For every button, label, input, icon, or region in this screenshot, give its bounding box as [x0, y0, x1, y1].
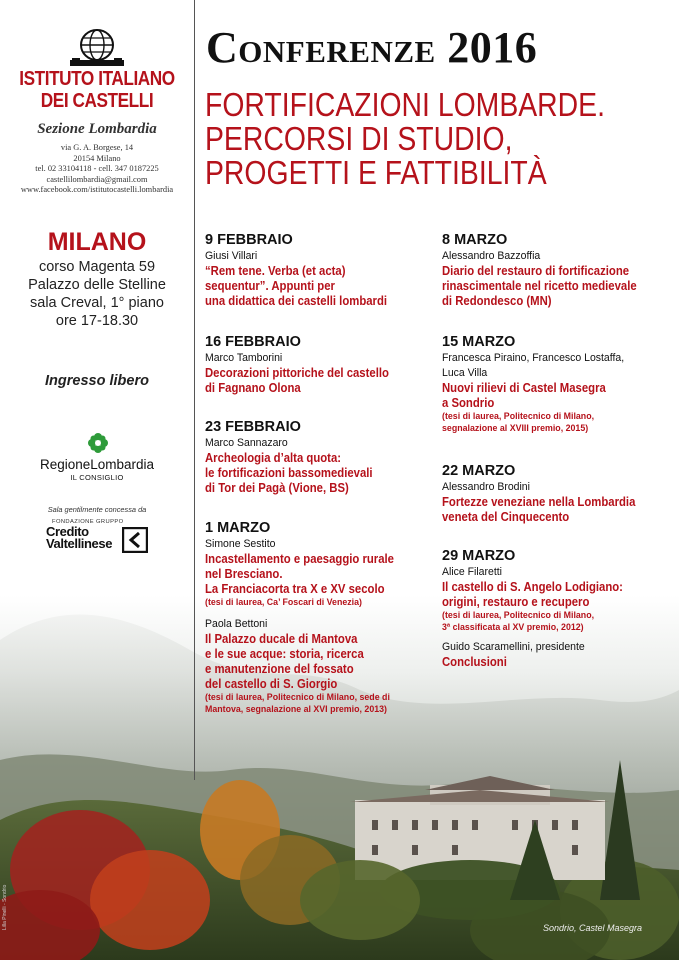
event-note: (tesi di laurea, Politecnico di Milano, [442, 411, 595, 422]
address-line: via G. A. Borgese, 14 [60, 143, 134, 152]
subtitle-line: PROGETTI E FATTIBILITÀ [205, 154, 547, 191]
event-item [205, 334, 440, 396]
event-title-line: di Redondesco (MN) [442, 294, 552, 308]
event-item [442, 548, 677, 670]
institute-name-line2: DEI CASTELLI [40, 90, 154, 112]
event-speaker: Luca Villa [442, 367, 488, 379]
event-title-line: Diario del restauro di fortificazione [442, 264, 630, 278]
left-sidebar [0, 0, 194, 760]
email-link[interactable]: castellilombardia@gmail.com [46, 174, 148, 184]
event-speaker: Giusi Villari [205, 250, 258, 262]
sala-note: Sala gentilmente concessa da [47, 505, 147, 514]
event-speaker: Paola Bettoni [205, 618, 268, 630]
event-title-line: Il Palazzo ducale di Mantova [205, 632, 358, 646]
event-title-line: e manutenzione del fossato [205, 662, 354, 676]
event-date: 15 MARZO [442, 334, 516, 350]
free-entry-label: Ingresso libero [45, 373, 149, 389]
event-item [205, 520, 440, 716]
event-item [205, 232, 440, 309]
subtitle-line: PERCORSI DI STUDIO, [205, 120, 513, 157]
event-title-line: Incastellamento e paesaggio rurale [205, 552, 394, 566]
event-item [442, 463, 677, 525]
event-title-line: a Sondrio [442, 396, 495, 410]
facebook-link[interactable]: www.facebook.com/istitutocastelli.lombardia [20, 185, 174, 194]
event-note: segnalazione al XVIII premio, 2015) [442, 423, 589, 434]
event-note: (tesi di laurea, Politecnico di Milano, sede di [205, 692, 390, 703]
event-title-line: La Franciacorta tra X e XV secolo [205, 582, 385, 596]
event-date: 22 MARZO [442, 463, 516, 479]
credito-line1: Credito [46, 524, 89, 539]
event-title-line: e le sue acque: storia, ricerca [205, 647, 364, 661]
event-date: 1 MARZO [205, 520, 271, 536]
institute-name [14, 68, 181, 112]
event-item [442, 232, 677, 309]
event-speaker: Marco Sannazaro [205, 437, 288, 449]
event-note: Mantova, segnalazione al XVI premio, 2013) [205, 704, 387, 715]
event-item [205, 419, 440, 496]
event-note: (tesi di laurea, Ca’ Foscari di Venezia) [205, 597, 362, 608]
subtitle-line: FORTIFICAZIONI LOMBARDE. [205, 86, 605, 123]
credito-line2: Valtellinese [46, 536, 113, 551]
event-speaker: Alessandro Bazzoffia [442, 250, 541, 262]
venue-city: MILANO [47, 228, 147, 256]
regione-name: RegioneLombardia [39, 457, 155, 472]
event-title-line: “Rem tene. Verba (et acta) [205, 264, 346, 278]
event-date: 8 MARZO [442, 232, 508, 248]
venue-line: Palazzo delle Stelline [28, 277, 166, 293]
photo-credit: Lilla Pinelli - Sondrio [2, 884, 8, 930]
event-title-line: origini, restauro e recupero [442, 595, 590, 609]
globe-icon [68, 28, 126, 70]
event-speaker: Francesca Piraino, Francesco Lostaffa, [442, 352, 625, 364]
event-title-line: Nuovi rilievi di Castel Masegra [442, 381, 606, 395]
event-title-line: Fortezze veneziane nella Lombardia [442, 495, 636, 509]
event-date: 9 FEBBRAIO [205, 232, 293, 248]
photo-caption: Sondrio, Castel Masegra [543, 923, 643, 933]
event-date: 23 FEBBRAIO [205, 419, 301, 435]
event-title-line: Decorazioni pittoriche del castello [205, 366, 389, 380]
event-title-line: Archeologia d’alta quota: [205, 451, 342, 465]
regione-lombardia-rose-icon [86, 431, 110, 455]
venue-details [0, 258, 194, 330]
venue-time: ore 17-18.30 [55, 313, 139, 329]
event-title-line: rinascimentale nel ricetto medievale [442, 279, 637, 293]
venue-line: corso Magenta 59 [38, 259, 156, 275]
closing-speaker: Guido Scaramellini, presidente [442, 641, 585, 653]
address-block [0, 143, 194, 196]
fondazione-label: FONDAZIONE GRUPPO [52, 519, 124, 525]
regione-sub: IL CONSIGLIO [70, 473, 124, 482]
event-title-line: di Fagnano Olona [205, 381, 301, 395]
event-title-line: nel Bresciano. [205, 567, 283, 581]
section-name: Sezione Lombardia [37, 121, 157, 137]
institute-name-line1: ISTITUTO ITALIANO [19, 68, 175, 90]
closing-title: Conclusioni [442, 655, 507, 669]
venue-line: sala Creval, 1° piano [30, 295, 164, 311]
event-title-line: le fortificazioni bassomedievali [205, 466, 373, 480]
page-subtitle [205, 88, 609, 190]
event-date: 16 FEBBRAIO [205, 334, 301, 350]
event-title-line: di Tor dei Pagà (Vione, BS) [205, 481, 349, 495]
event-title-line: sequentur”. Appunti per [205, 279, 335, 293]
event-title-line: veneta del Cinquecento [442, 510, 570, 524]
phone-line: tel. 02 33104118 - cell. 347 0187225 [35, 164, 159, 173]
event-date: 29 MARZO [442, 548, 516, 564]
event-speaker: Alessandro Brodini [442, 481, 530, 493]
event-title-line: del castello di S. Giorgio [205, 677, 338, 691]
page-title: Conferenze 2016 [206, 23, 538, 72]
credito-valtellinese-icon [122, 527, 148, 553]
event-speaker: Alice Filaretti [442, 566, 502, 578]
event-note: (tesi di laurea, Politecnico di Milano, [442, 610, 595, 621]
address-line: 20154 Milano [73, 153, 121, 163]
event-speaker: Marco Tamborini [205, 352, 283, 364]
event-title-line: una didattica dei castelli lombardi [205, 294, 388, 308]
column-divider [194, 0, 195, 780]
event-title-line: Il castello di S. Angelo Lodigiano: [442, 580, 623, 594]
event-speaker: Simone Sestito [205, 538, 276, 550]
event-item [442, 334, 677, 435]
event-note: 3ª classificata al XV premio, 2012) [442, 622, 584, 633]
